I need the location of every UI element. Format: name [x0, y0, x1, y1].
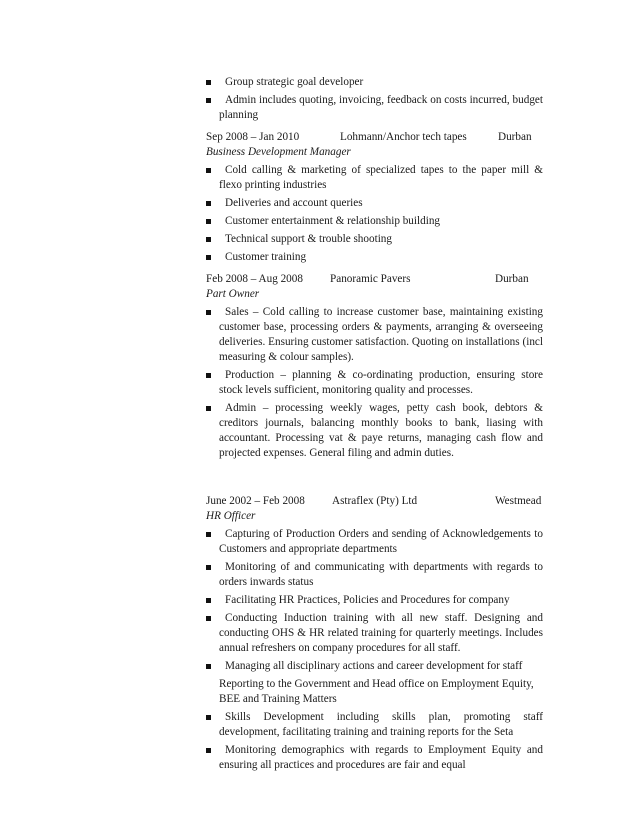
- job-company: Astraflex (Pty) Ltd: [332, 495, 418, 507]
- job-dates: Sep 2008 – Jan 2010: [206, 131, 300, 143]
- list-item: Customer entertainment & relationship building: [206, 214, 543, 229]
- bullet-square-icon: [206, 715, 211, 720]
- job-company: Lohmann/Anchor tech tapes: [340, 131, 467, 143]
- top-bullet-list: [206, 75, 543, 123]
- list-item: Admin – processing weekly wages, petty cash book, debtors & creditors journals, balancing monthly books to bank, liasing with accountant. Processing vat & paye returns, managing cash flow and projected expenses. General filing and admin duties.: [206, 401, 543, 461]
- job-dates: June 2002 – Feb 2008: [206, 495, 305, 507]
- bullet-square-icon: [206, 406, 211, 411]
- list-item: Admin includes quoting, invoicing, feedback on costs incurred, budget planning: [206, 93, 543, 123]
- job-bullet-list: [206, 527, 543, 674]
- bullet-square-icon: [206, 255, 211, 260]
- list-item: Production – planning & co-ordinating production, ensuring store stock levels sufficient, monitoring quality and processes.: [206, 368, 543, 398]
- list-item: Capturing of Production Orders and sending of Acknowledgements to Customers and appropriate departments: [206, 527, 543, 557]
- list-item: Managing all disciplinary actions and career development for staff: [206, 659, 543, 674]
- job-header: [206, 130, 543, 145]
- job-bullet-list: [206, 710, 543, 773]
- job-dates: Feb 2008 – Aug 2008: [206, 273, 303, 285]
- list-item: Conducting Induction training with all new staff. Designing and conducting OHS & HR related training for quarterly meetings. Includes annual refreshers on company procedures for all staff.: [206, 611, 543, 656]
- job-company: Panoramic Pavers: [330, 273, 411, 285]
- job-header: [206, 494, 543, 509]
- bullet-square-icon: [206, 664, 211, 669]
- bullet-square-icon: [206, 237, 211, 242]
- job-title: Business Development Manager: [206, 146, 351, 158]
- job-location: Westmead: [495, 495, 542, 507]
- list-item: Group strategic goal developer: [206, 75, 543, 90]
- bullet-square-icon: [206, 532, 211, 537]
- job-bullet-list: [206, 163, 543, 265]
- bullet-square-icon: [206, 219, 211, 224]
- bullet-square-icon: [206, 168, 211, 173]
- list-item: Technical support & trouble shooting: [206, 232, 543, 247]
- bullet-square-icon: [206, 80, 211, 85]
- bullet-square-icon: [206, 598, 211, 603]
- bullet-square-icon: [206, 98, 211, 103]
- list-item: Monitoring demographics with regards to Employment Equity and ensuring all practices and procedures are fair and equal: [206, 743, 543, 773]
- bullet-square-icon: [206, 201, 211, 206]
- list-item: Sales – Cold calling to increase customer base, maintaining existing customer base, processing orders & payments, arranging & overseeing deliveries. Ensuring customer satisfaction. Quoting on installations (incl measuring & colour samples).: [206, 305, 543, 365]
- list-item: Monitoring of and communicating with departments with regards to orders inwards status: [206, 560, 543, 590]
- job-header: [206, 272, 543, 287]
- list-item: Cold calling & marketing of specialized tapes to the paper mill & flexo printing industries: [206, 163, 543, 193]
- bullet-square-icon: [206, 373, 211, 378]
- reporting-line: Reporting to the Government and Head office on Employment Equity, BEE and Training Matters: [219, 678, 534, 705]
- job-location: Durban: [498, 131, 532, 143]
- bullet-square-icon: [206, 565, 211, 570]
- bullet-square-icon: [206, 748, 211, 753]
- bullet-square-icon: [206, 310, 211, 315]
- job-title: HR Officer: [206, 510, 256, 522]
- list-item: Facilitating HR Practices, Policies and Procedures for company: [206, 593, 543, 608]
- job-bullet-list: [206, 305, 543, 461]
- list-item: Customer training: [206, 250, 543, 265]
- resume-page: [206, 75, 543, 776]
- job-title: Part Owner: [206, 288, 260, 300]
- list-item: Deliveries and account queries: [206, 196, 543, 211]
- job-location: Durban: [495, 273, 529, 285]
- bullet-square-icon: [206, 616, 211, 621]
- list-item: Skills Development including skills plan, promoting staff development, facilitating training and training reports for the Seta: [206, 710, 543, 740]
